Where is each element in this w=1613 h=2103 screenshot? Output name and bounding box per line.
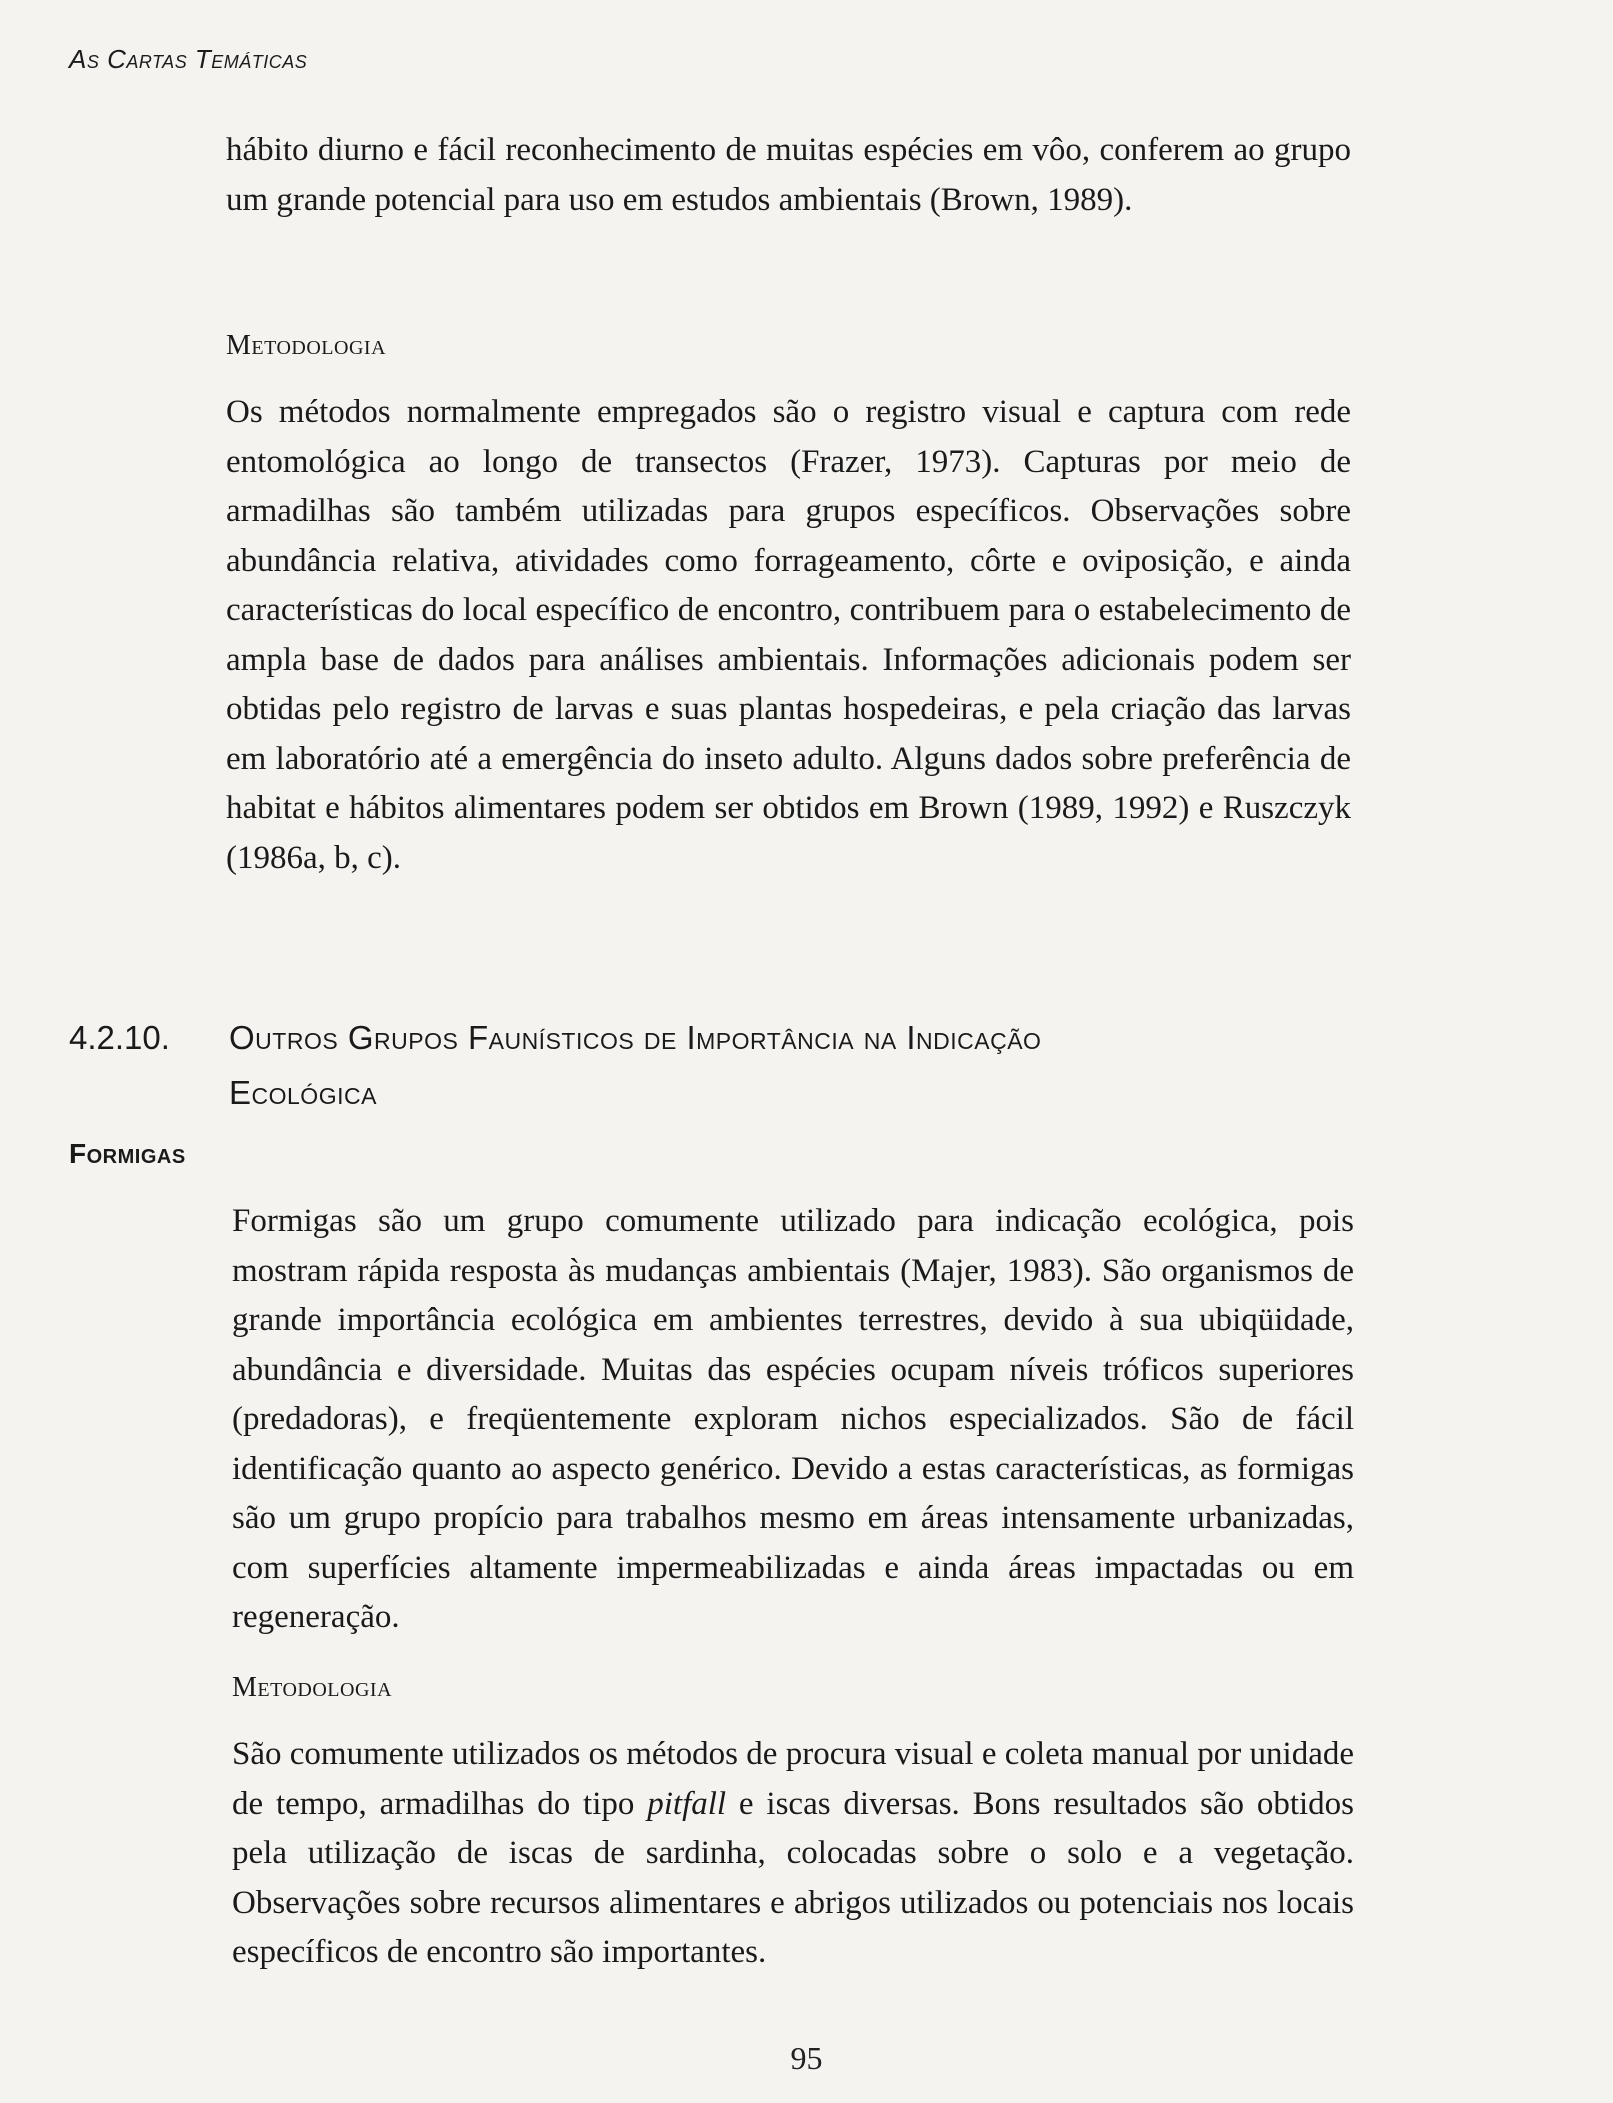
metodologia-paragraph-2 xyxy=(232,1730,1354,1978)
intro-paragraph: hábito diurno e fácil reconhecimento de muitas espécies em vôo, conferem ao grupo um grande potencial para uso em estudos ambientais (Brown, 1989). xyxy=(226,132,1351,218)
metodologia-heading-1: Metodologia xyxy=(226,330,387,361)
formigas-paragraph-block xyxy=(232,1197,1354,1643)
running-header: As Cartas Temáticas xyxy=(69,44,308,74)
section-title-line1: Outros Grupos Faunísticos de Importância na Indicação xyxy=(229,1019,1042,1056)
formigas-paragraph: Formigas são um grupo comumente utilizado para indicação ecológica, pois mostram rápida resposta às mudanças ambientais (Majer, 1983). São organismos de grande importância ecológica em ambientes terrestres, devido à sua ubiqüidade, abundância e diversidade. Muitas das espécies ocupam níveis tróficos superiores (predadoras), e freqüentemente exploram nichos especializados. São de fácil identificação quanto ao aspecto genérico. Devido a estas características, as formigas são um grupo propício para trabalhos mesmo em áreas intensamente urbanizadas, com superfícies altamente impermeabilizadas e ainda áreas impactadas ou em regeneração. xyxy=(232,1203,1354,1635)
metodologia-text-part2: e iscas diversas. Bons resultados são obtidos pela utilização de iscas de sardinha, colocadas sobre o solo e a vegetação. Observações sobre recursos alimentares e abrigos utilizados ou potenciais nos locais específicos de encontro são importantes. xyxy=(232,1785,1354,1970)
section-heading xyxy=(69,1010,1369,1120)
intro-paragraph-block xyxy=(226,126,1351,225)
pitfall-term: pitfall xyxy=(647,1785,727,1822)
formigas-heading: Formigas xyxy=(69,1138,186,1169)
section-title-line2: Ecológica xyxy=(229,1074,377,1111)
metodologia-text-part1: São comumente utilizados os métodos de procura visual e coleta manual por unidade de tempo, armadilhas do tipo xyxy=(232,1736,1354,1822)
metodologia-heading-2: Metodologia xyxy=(232,1672,393,1703)
page-number: 95 xyxy=(790,2040,823,2076)
metodologia-paragraph-1: Os métodos normalmente empregados são o registro visual e captura com rede entomológica ao longo de transectos (Frazer, 1973). Capturas por meio de armadilhas são também utilizadas para grupos específicos. Observações sobre abundância relativa, atividades como forrageamento, côrte e oviposição, e ainda características do local específico de encontro, contribuem para o estabelecimento de ampla base de dados para análises ambientais. Informações adicionais podem ser obtidas pelo registro de larvas e suas plantas hospedeiras, e pela criação das larvas em laboratório até a emergência do inseto adulto. Alguns dados sobre preferência de habitat e hábitos alimentares podem ser obtidos em Brown (1989, 1992) e Ruszczyk (1986a, b, c). xyxy=(226,394,1351,876)
section-number: 4.2.10. xyxy=(69,1019,170,1056)
metodologia-paragraph-block-2 xyxy=(232,1730,1354,1978)
metodologia-paragraph-block-1 xyxy=(226,388,1351,883)
